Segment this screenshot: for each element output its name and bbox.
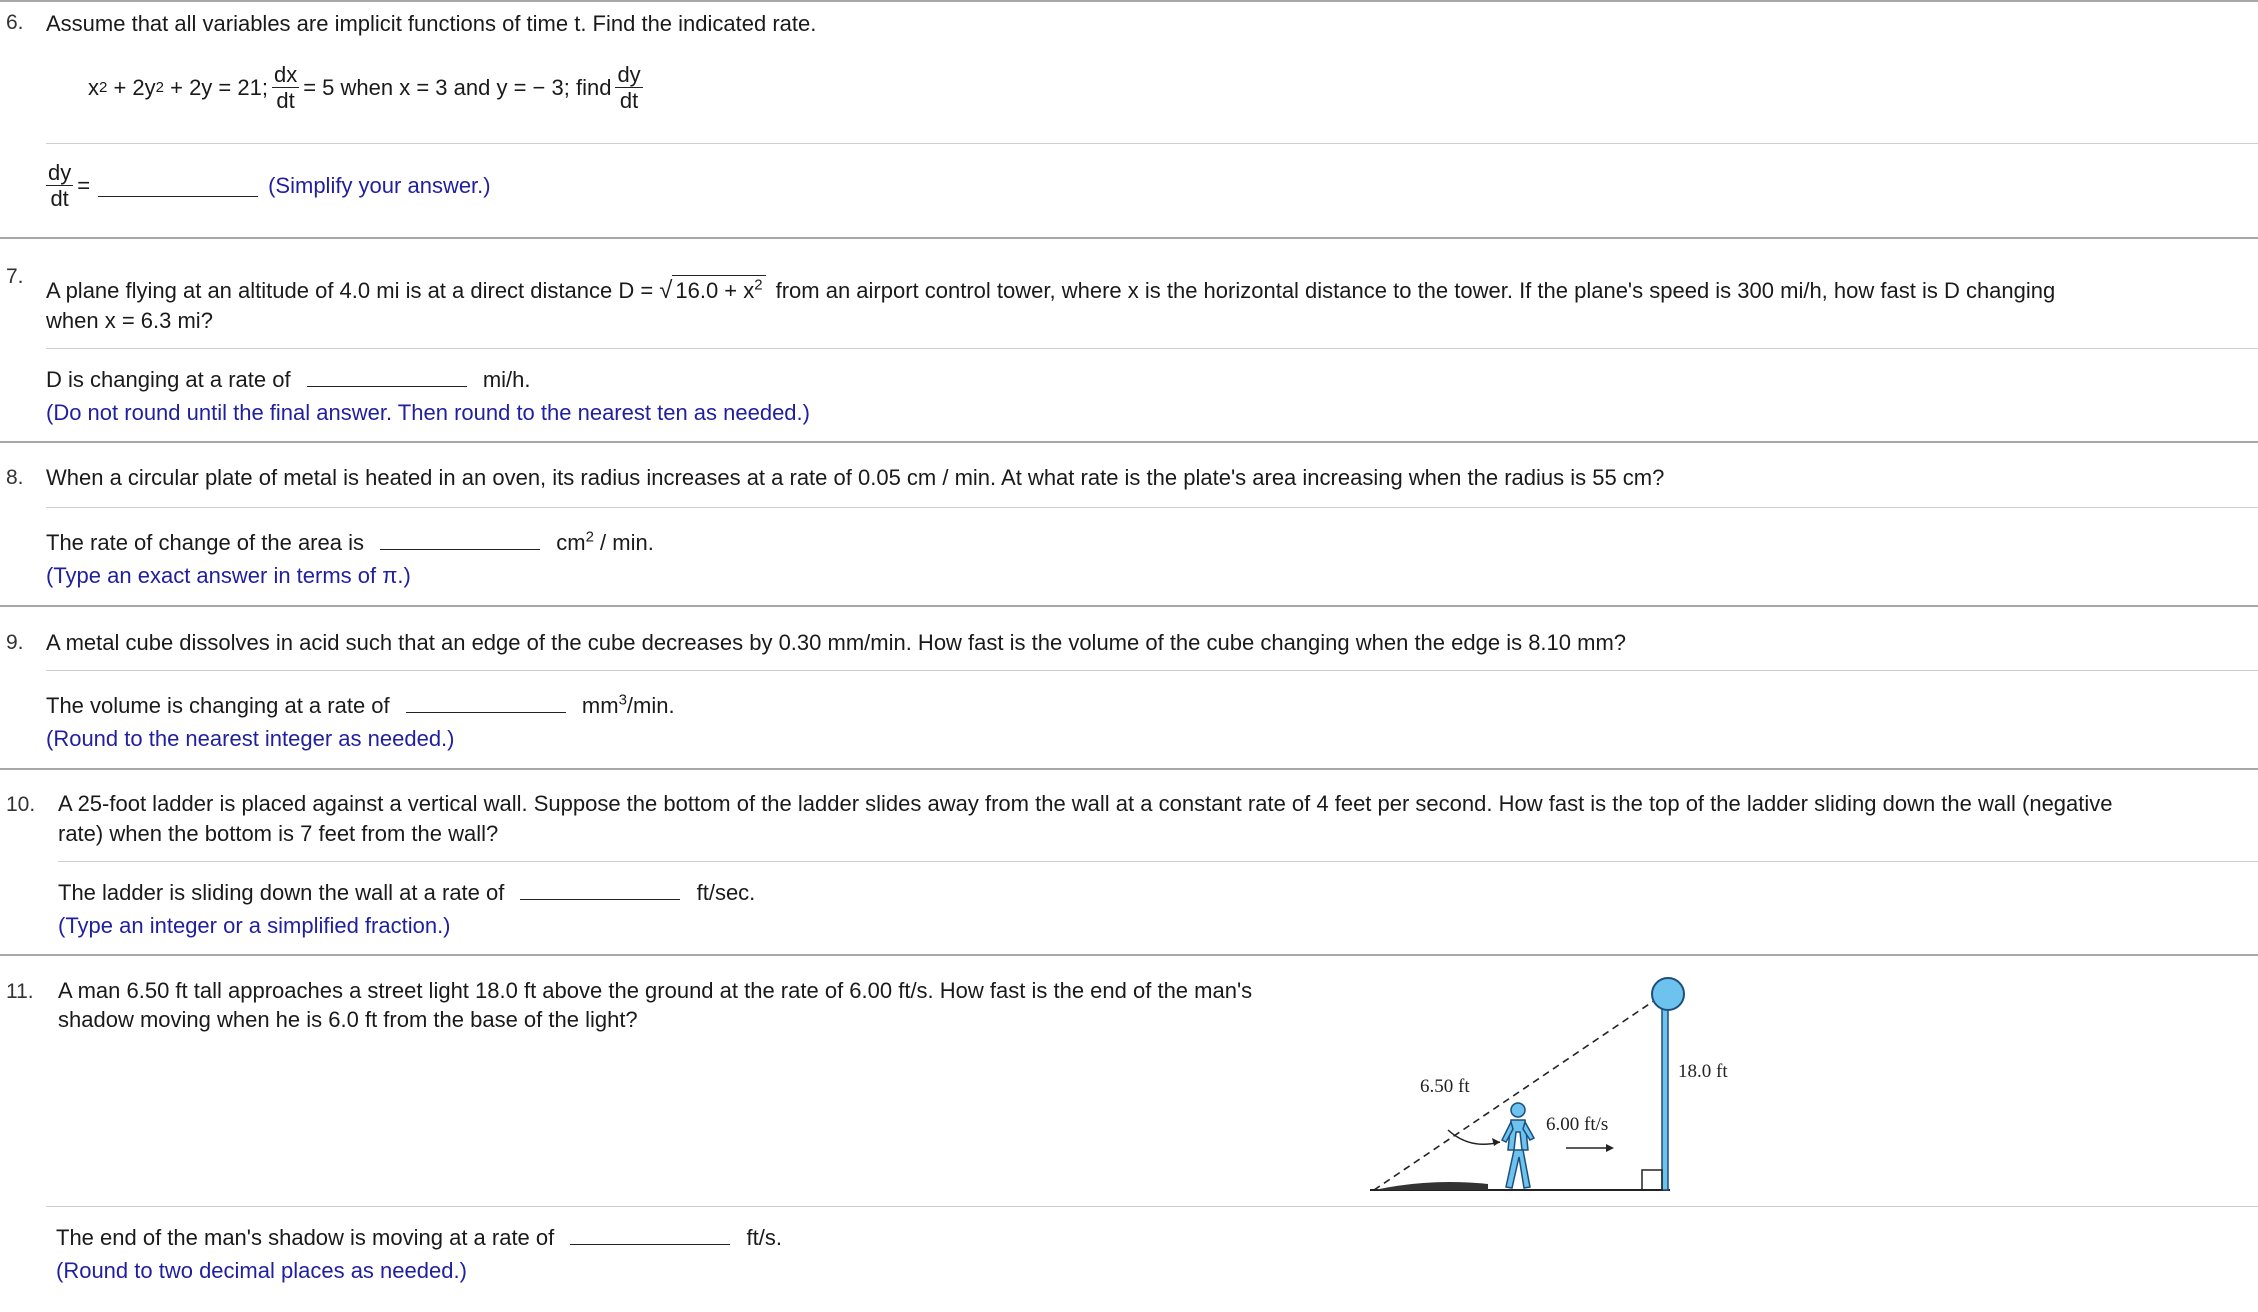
top-rule (0, 0, 2258, 2)
right-angle-marker (1642, 1170, 1662, 1190)
q11-answer-label: The end of the man's shadow is moving at a rate of (56, 1225, 555, 1250)
q11-unit: ft/s. (746, 1225, 782, 1250)
q9-unit-b: /min. (626, 693, 675, 718)
q7-prompt-b: from an airport control tower, where x is the horizontal distance to the tower. If the plane's speed is 300 mi/h, how fast is D changing (775, 277, 2056, 303)
q6-answer-dt: dt (50, 186, 69, 211)
q9-hint: (Round to the nearest integer as needed.) (46, 726, 455, 751)
q9-answer-input[interactable] (406, 690, 566, 713)
pole-height-label: 18.0 ft (1678, 1061, 1728, 1082)
q7-answer-label: D is changing at a rate of (46, 367, 291, 392)
q7-answer-input[interactable] (307, 364, 467, 387)
q11-hint: (Round to two decimal places as needed.) (56, 1258, 467, 1283)
q8-answer-input[interactable] (380, 527, 540, 550)
lamp-bulb-icon (1652, 978, 1684, 1010)
q10-number: 10. (6, 793, 36, 816)
q6-dt-2: dt (619, 88, 639, 113)
q7-prompt-line1 (46, 275, 2055, 306)
q8-inner-rule (46, 507, 2258, 508)
q7-answer-row (46, 364, 531, 395)
q6-dxdt-fraction (272, 62, 299, 113)
q6-dy: dy (617, 62, 641, 87)
q6-hint: (Simplify your answer.) (268, 172, 491, 198)
q11-answer-row (56, 1222, 782, 1253)
q7-rule (0, 237, 2258, 239)
q6-eq-x: x (88, 74, 99, 100)
q6-prompt: Assume that all variables are implicit functions of time t. Find the indicated rate. (46, 11, 817, 36)
shadow-shape (1374, 1182, 1488, 1190)
q6-answer-input[interactable] (98, 174, 258, 197)
q7-sqrt-exp: 2 (754, 276, 763, 294)
q8-hint: (Type an exact answer in terms of π.) (46, 563, 411, 588)
q10-answer-label: The ladder is sliding down the wall at a rate of (58, 880, 505, 905)
q8-answer-row (46, 527, 654, 558)
q6-answer-row (46, 160, 491, 211)
q10-answer-input[interactable] (520, 877, 680, 900)
q6-equation: x 2 + 2y 2 + 2y = 21; $\frac{dx}{dt}$ = 5 when x = 3 and y = − 3; find $\frac{dy}{dt}$ (88, 62, 641, 113)
q11-answer-input[interactable] (570, 1222, 730, 1245)
q11-number: 11. (6, 980, 34, 1003)
q7-number: 7. (6, 265, 24, 288)
walking-man-icon (1502, 1103, 1534, 1188)
q9-number: 9. (6, 631, 24, 654)
q7-sqrt-body (672, 275, 765, 306)
q10-prompt-a: A 25-foot ladder is placed against a vertical wall. Suppose the bottom of the ladder slides away from the wall at a constant rate of 4 feet per second. How fast is the top of the ladder sliding down the wall (negative (58, 791, 2113, 816)
lamp-pole (1662, 994, 1668, 1190)
speed-label: 6.00 ft/s (1546, 1114, 1609, 1135)
q11-prompt-b: shadow moving when he is 6.0 ft from the base of the light? (58, 1007, 638, 1032)
q8-prompt: When a circular plate of metal is heated in an oven, its radius increases at a rate of 0.05 cm / min. At what rate is the plate's area increasing when the radius is 55 cm? (46, 465, 1665, 490)
q6-eq-condition: = 5 when x = 3 and y = − 3; find (303, 74, 612, 100)
q8-answer-label: The rate of change of the area is (46, 530, 364, 555)
man-height-label: 6.50 ft (1420, 1076, 1470, 1097)
q10-inner-rule (58, 861, 2258, 862)
q10-hint: (Type an integer or a simplified fraction.) (58, 913, 451, 938)
q6-answer-dy: dy (48, 160, 72, 185)
q6-answer-equals: = (77, 172, 91, 198)
q11-rule (0, 954, 2258, 956)
q8-unit-b: / min. (593, 530, 654, 555)
height-pointer-arrow (1448, 1130, 1500, 1144)
q6-eq-2y: + 2y (107, 74, 156, 100)
sqrt-icon: √ (659, 276, 673, 304)
q8-unit-a: cm (556, 530, 586, 555)
q7-prompt-a: A plane flying at an altitude of 4.0 mi is at a direct distance D = (46, 277, 654, 303)
street-light-figure (1370, 972, 1750, 1202)
q11-inner-rule (46, 1206, 2258, 1207)
q6-dt: dt (276, 88, 295, 113)
q10-rule (0, 768, 2258, 770)
q7-inner-rule (46, 348, 2258, 349)
q9-answer-label: The volume is changing at a rate of (46, 693, 390, 718)
q9-inner-rule (46, 670, 2258, 671)
q6-answer-fraction (46, 160, 73, 211)
q7-unit: mi/h. (482, 367, 531, 392)
q9-unit-exp: 3 (618, 691, 627, 709)
q6-dydt-fraction (615, 62, 642, 113)
q10-prompt-b: rate) when the bottom is 7 feet from the wall? (58, 821, 499, 846)
q7-prompt-c: when x = 6.3 mi? (46, 308, 213, 333)
q6-eq-rest: + 2y = 21; (164, 74, 268, 100)
q6-number: 6. (6, 11, 24, 34)
q7-sqrt-text: 16.0 + x (675, 278, 755, 303)
q8-rule (0, 441, 2258, 443)
q9-unit-a: mm (581, 693, 619, 718)
q8-number: 8. (6, 466, 24, 489)
q10-answer-row (58, 877, 755, 908)
q9-answer-row (46, 690, 675, 721)
speed-arrowhead (1606, 1144, 1614, 1152)
q6-dx: dx (273, 62, 298, 87)
q9-prompt: A metal cube dissolves in acid such that an edge of the cube decreases by 0.30 mm/min. How fast is the volume of the cube changing when the edge is 8.10 mm? (46, 630, 1627, 655)
q7-hint: (Do not round until the final answer. Then round to the nearest ten as needed.) (46, 400, 810, 425)
q10-unit: ft/sec. (696, 880, 756, 905)
q11-prompt-a: A man 6.50 ft tall approaches a street light 18.0 ft above the ground at the rate of 6.00 ft/s. How fast is the end of the man's (58, 978, 1253, 1003)
q6-inner-rule (46, 143, 2258, 144)
height-pointer-arrowhead (1492, 1138, 1500, 1146)
q9-rule (0, 605, 2258, 607)
q8-unit-exp: 2 (585, 528, 594, 546)
